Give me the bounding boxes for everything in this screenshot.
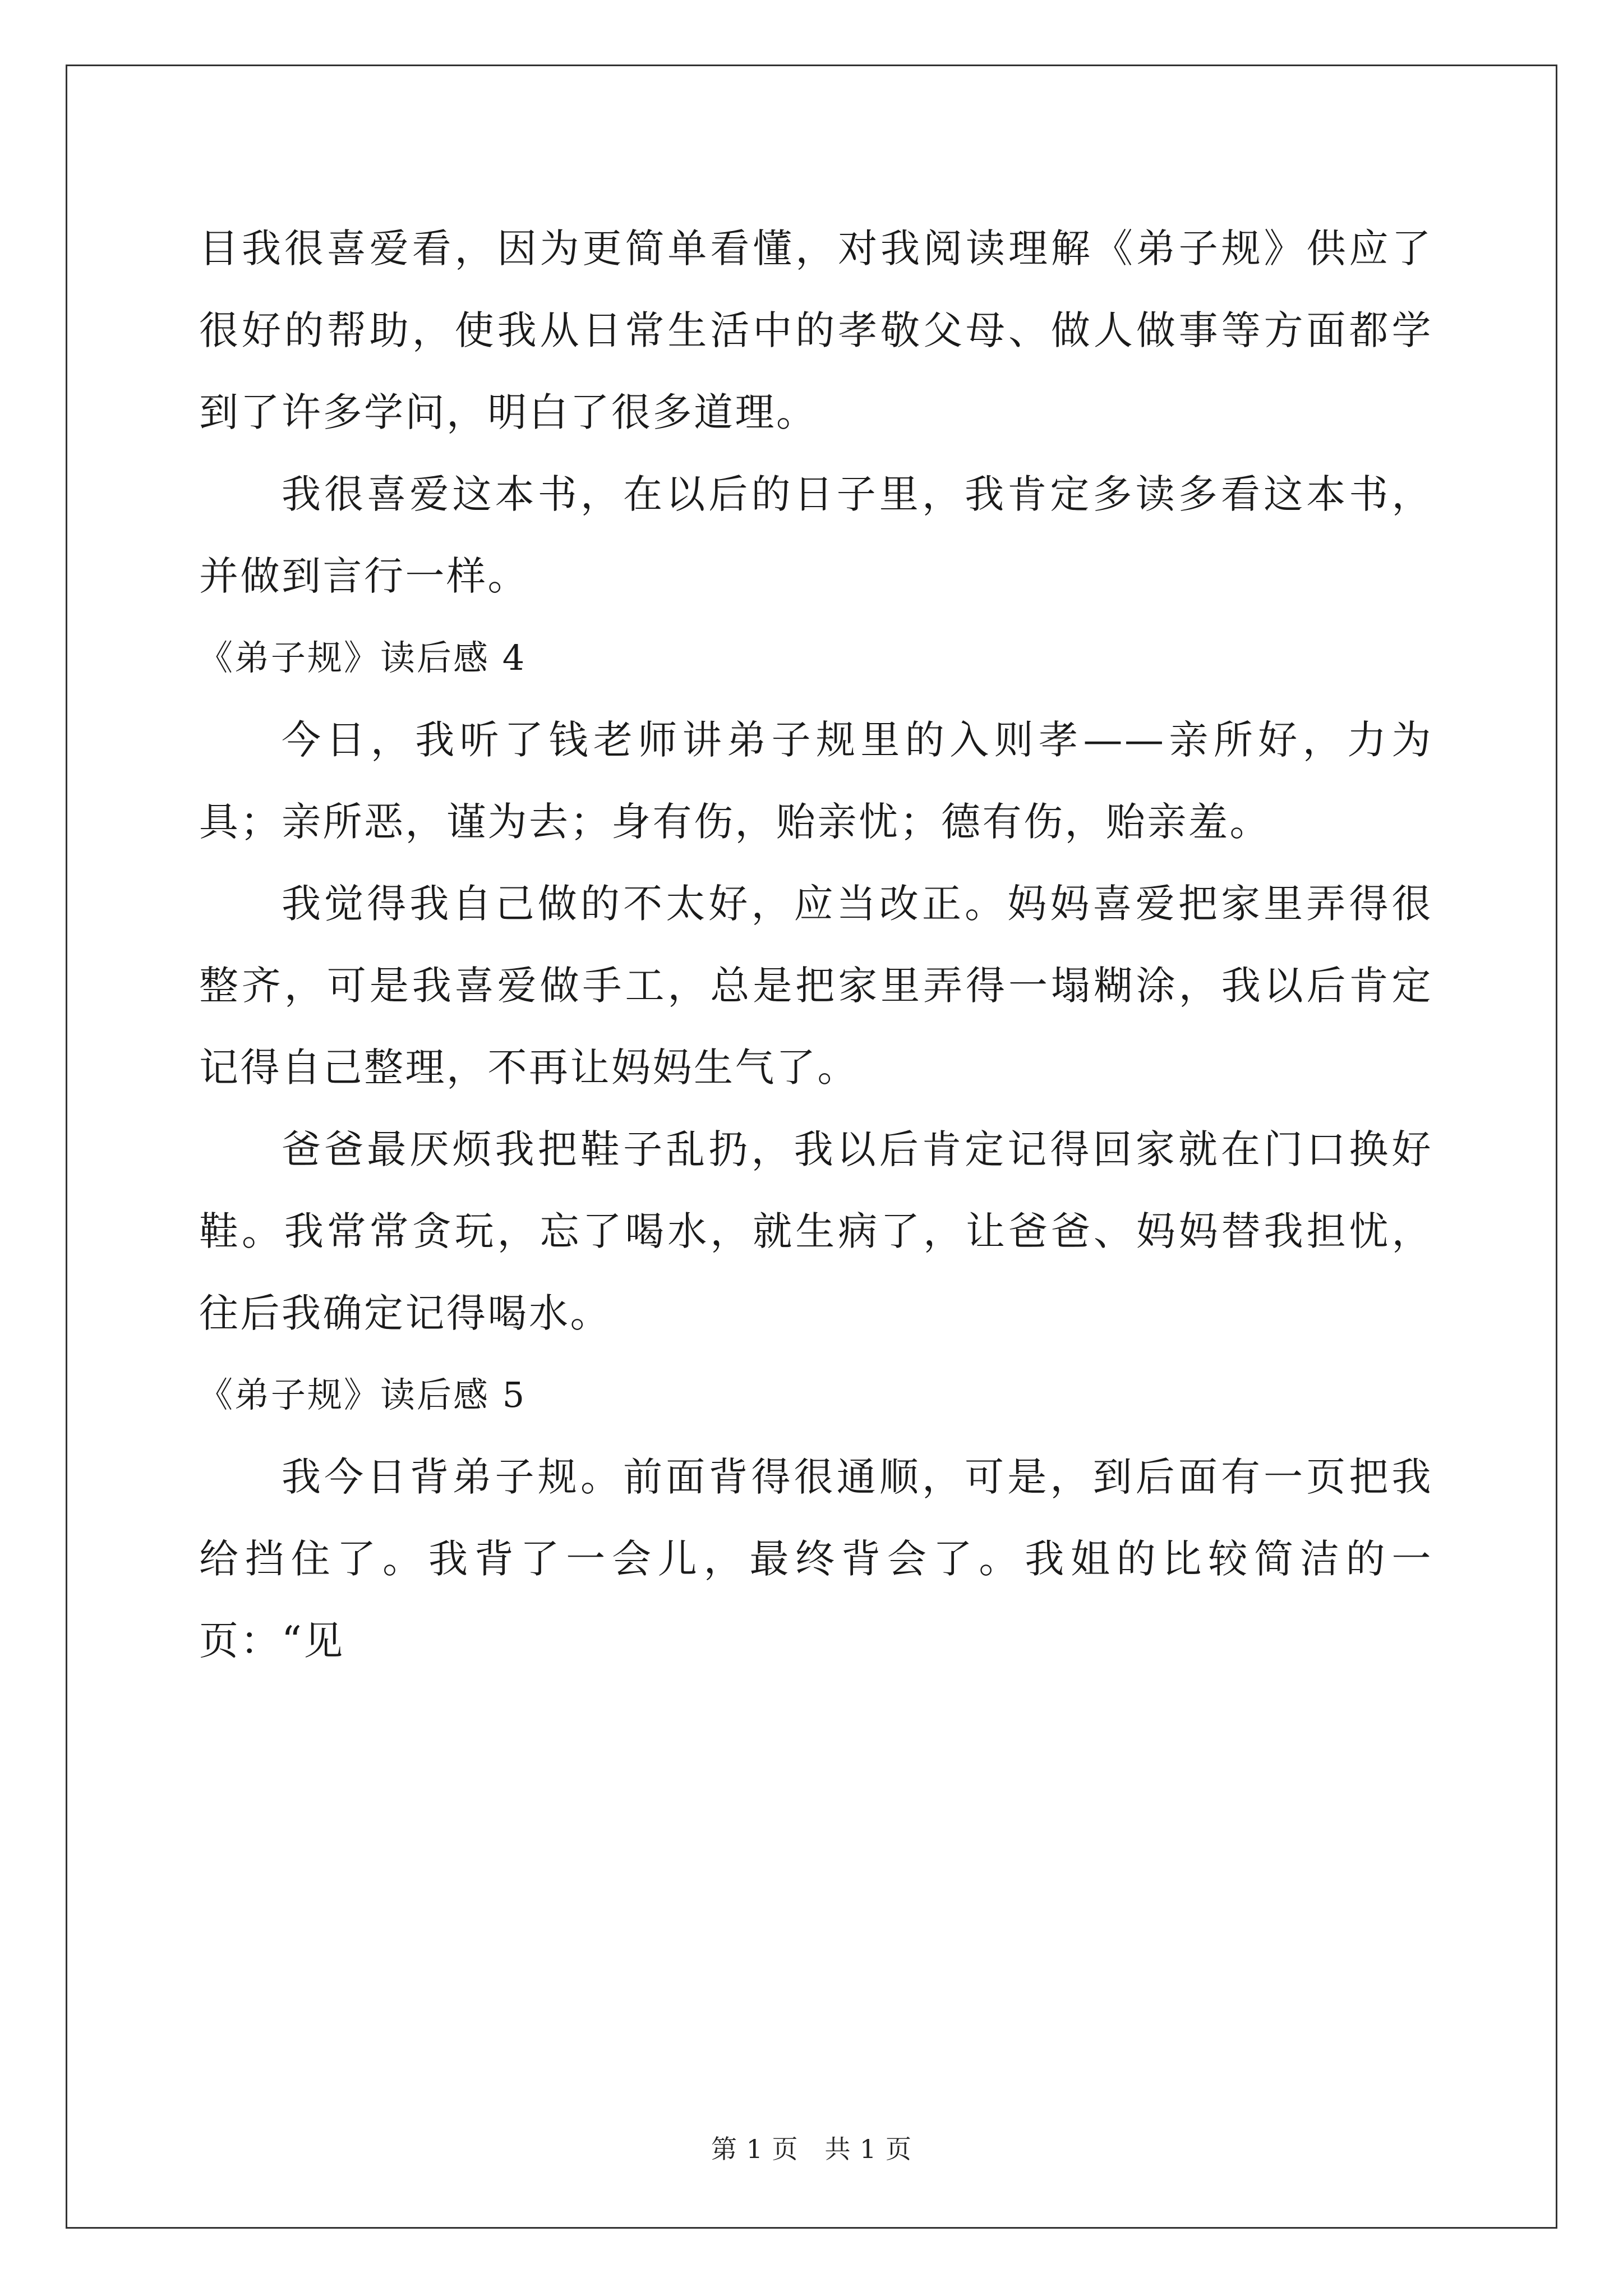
document-body xyxy=(199,208,1433,1682)
paragraph: 我觉得我自己做的不太好，应当改正。妈妈喜爱把家里弄得很整齐，可是我喜爱做手工，总是把家里弄得一塌糊涂，我以后肯定记得自己整理，不再让妈妈生气了。 xyxy=(199,881,1433,1091)
paragraph: 我今日背弟子规。前面背得很通顺，可是，到后面有一页把我给挡住了。我背了一会儿，最终背会了。我姐的比较简洁的一页：“见 xyxy=(199,1454,1433,1664)
paragraph: 我很喜爱这本书，在以后的日子里，我肯定多读多看这本书，并做到言行一样。 xyxy=(199,471,1433,599)
paragraph: 目我很喜爱看，因为更简单看懂，对我阅读理解《弟子规》供应了很好的帮助，使我从日常生活中的孝敬父母、做人做事等方面都学到了许多学问，明白了很多道理。 xyxy=(199,226,1433,435)
section-heading: 《弟子规》读后感 4 xyxy=(198,637,527,678)
page-footer xyxy=(0,2129,1623,2166)
paragraph: 今日，我听了钱老师讲弟子规里的入则孝——亲所好，力为具；亲所恶，谨为去；身有伤，贻亲忧；德有伤，贻亲羞。 xyxy=(199,717,1433,845)
page-total: 共 1 页 xyxy=(824,2134,912,2164)
page-number: 第 1 页 xyxy=(711,2134,799,2164)
paragraph: 爸爸最厌烦我把鞋子乱扔，我以后肯定记得回家就在门口换好鞋。我常常贪玩，忘了喝水，就生病了，让爸爸、妈妈替我担忧，往后我确定记得喝水。 xyxy=(199,1126,1433,1336)
section-heading: 《弟子规》读后感 5 xyxy=(198,1374,527,1415)
